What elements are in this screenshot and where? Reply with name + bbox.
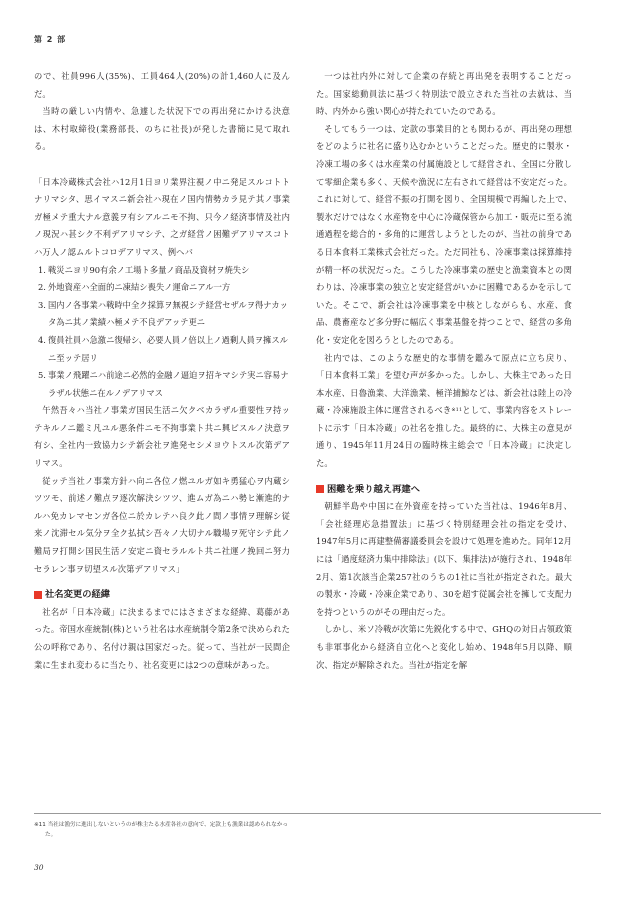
spacer [34, 156, 290, 174]
list-item: 3. 国内ノ各事業ハ戦時中全ク採算ヲ無視シテ経営セザルヲ得ナカッタ為ニ其ノ業績ハ極メテ不良デアッテ更ニ [38, 299, 288, 328]
paragraph: 社名が「日本冷蔵」に決まるまでにはさまざまな経緯、葛藤があった。帝国水産統制(株)という社名は水産統制令第2条で決められた公の呼称であり、名付け親は国家だった。従って、当社が一民間企業に生まれ変わるに当たり、社名変更には2つの意味があった。 [34, 606, 290, 670]
page-number: 30 [34, 863, 44, 872]
part-label: 第 2 部 [34, 35, 67, 44]
list-item: 2. 外地資産ハ全面的ニ凍結シ喪失ノ運命ニアル一方 [38, 282, 231, 293]
footnote-reference[interactable]: ※11 [451, 407, 463, 414]
list-item: 1. 戦災ニヨリ90有余ノ工場ト多量ノ商品及資材ヲ焼失シ [38, 264, 250, 275]
left-column [34, 68, 290, 674]
numbered-list [34, 262, 290, 403]
paragraph: 当時の厳しい内情や、急遽した状況下での再出発にかける決意は、木村取締役(業務部長、のちに社長)が発した書簡に見て取れる。 [34, 106, 290, 152]
section-heading: 社名変更の経緯 [34, 586, 290, 604]
red-square-icon [316, 485, 324, 493]
paragraph: 社内では、このような歴史的な事情を鑑みて原点に立ち戻り、「日本食料工業」を望む声が多かった。しかし、大株主であった日本水産、日魯漁業、大洋漁業、極洋捕鯨などは、新会社は陸上の冷蔵・冷凍施設主体に運営されるべき$^{※11}$として、事業内容をストレートに示す「日本冷蔵」の社名を推した。最終的に、大株主の意見が通り、1945年11月24日の臨時株主総会で「日本冷蔵」に決定した。 [316, 352, 573, 469]
paragraph: ので、社員996人(35%)、工員464人(20%)の計1,460人に及んだ。 [34, 71, 290, 99]
list-item: 5. 事業ノ飛躍ニハ前途ニ必然的金融ノ逼迫ヲ招キマシテ実ニ容易ナラザル状態ニ在ルノデアリマス [38, 370, 289, 398]
paragraph: そしてもう一つは、定款の事業目的とも関わるが、再出発の理想をどのように社名に盛り込むかということだった。歴史的に製氷・冷凍工場の多くは水産業の付属施設として経営され、全国に分散して零細企業も多く、天候や漁況に左右されて経営は不安定だった。これに対して、経営不振の打開を図り、全国規模で再編した上で、製氷だけではなく水産物を中心に冷蔵保管から加工・販売に至る流通過程を総合的・多角的に運営しようとしたのが、当社の前身である日本食料工業株式会社だった。ただ同社も、冷凍事業は採算維持が精一杯の状況だった。こうした冷凍事業の歴史と漁業資本との関わりは、冷凍事業の独立と安定経営がいかに困難であるかを示していた。そこで、新会社は冷凍事業を中核としながらも、水産、食品、農畜産など多分野に幅広く事業基盤を持つことで、経営の多角化・安定化を図ろうとしたのである。 [316, 123, 572, 345]
quoted-letter: 「日本冷蔵株式会社ハ12月1日ヨリ業界注視ノ中ニ発足スルコトトナリマシタ、思イマスニ新会社ハ現在ノ国内情勢カラ見テ其ノ事業ガ極メテ重大ナル意義ヲ有シアルニモ不拘、只今ノ経済事情及社内ノ現況ハ甚シク不利デアリマシテ、之ガ経営ノ困難デアリマスコトハ万人ノ認ムルトコロデアリマス、例ヘバ [34, 176, 290, 257]
quoted-letter: 従ッテ当社ノ事業方針ハ向ニ各位ノ燃ユルガ如キ勇猛心ヲ内蔵シツツモ、前述ノ難点ヲ逐次解決シツツ、進ムガ為ニハ勢ヒ漸進的ナルハ免カレマセンガ各位ニ於カレテハ良ク此ノ間ノ事情ヲ理解シ従来ノ沈滞セル気分ヲ全ク払拭シ吾々ノ大切ナル職場ヲ死守シテ此ノ難局ヲ打開シ国民生活ノ安定ニ資セラルルト共ニ社運ノ挽回ニ努力セラレン事ヲ切望スル次第デアリマス」 [34, 475, 290, 574]
right-column [316, 68, 572, 674]
red-square-icon [34, 591, 42, 599]
paragraph: 朝鮮半島や中国に在外資産を持っていた当社は、1946年8月、「会社経理応急措置法」に基づく特別経理会社の指定を受け、1947年5月に再建整備審議委員会を設けて処理を進めた。同年12月には「過度経済力集中排除法」(以下、集排法)が施行され、1948年2月、第1次該当企業257社のうちの1社に当社が指定された。最大の製氷・冷蔵・冷凍企業であり、30を超す従属会社を擁して支配力を持つというのがその理由だった。 [316, 501, 572, 617]
list-item: 4. 復員社員ハ急激ニ復帰シ、必要人員ノ倍以上ノ過剰人員ヲ擁スルニ至ッテ居リ [38, 334, 288, 363]
footnote: ※11 当社は漁労に進出しないというのが株主たる水産各社の意向で、定款上も漁業は認められなかった。 [34, 822, 289, 838]
footnote-divider [34, 813, 601, 814]
quoted-letter: 午然吾々ハ当社ノ事業ガ国民生活ニ欠クベカラザル重要性ヲ持ッテキルノニ鑑ミ凡ユル悪条件ニモ不拘事業ト共ニ興ビスルノ決意ヲ有シ、全社内一致協力シテ新会社ヲ進発セシメヨウトスル次第デアリマス。 [34, 405, 290, 469]
paragraph: 一つは社内外に対して企業の存続と再出発を表明することだった。国家総動員法に基づく特別法で設立された当社の去就は、当時、内外から強い関心が持たれていたのである。 [316, 71, 572, 117]
section-heading: 困難を乗り越え再建へ [316, 481, 572, 499]
paragraph: しかし、米ソ冷戦が次第に先鋭化する中で、GHQの対日占領政策も非軍事化から経済自立化へと変化し始め、1948年5月以降、順次、指定が解除された。当社が指定を解 [316, 624, 572, 670]
